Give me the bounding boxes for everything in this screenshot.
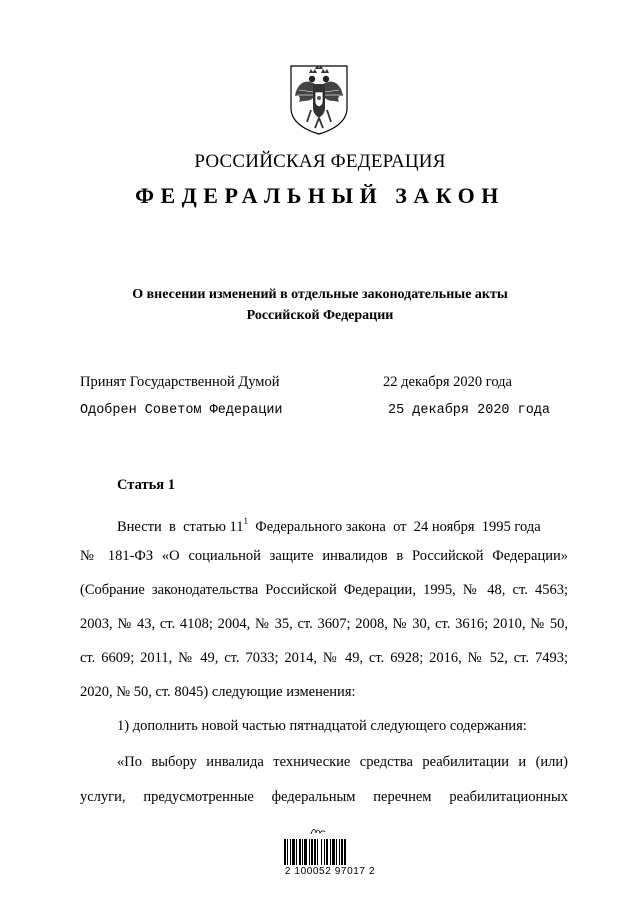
barcode-bar	[287, 839, 288, 865]
barcode-bar	[302, 839, 303, 865]
barcode	[284, 839, 370, 865]
barcode-bar	[296, 839, 297, 865]
superscript: 1	[243, 516, 248, 526]
barcode-number: 2 100052 97017 2	[284, 866, 376, 877]
barcode-bar	[311, 839, 313, 865]
article-paragraph-line: № 181-ФЗ «О социальной защите инвалидов в Российской Федерации»	[80, 548, 568, 564]
barcode-bar	[317, 839, 318, 865]
article-paragraph-line: 2020, № 50, ст. 8045) следующие изменения:	[80, 684, 356, 700]
article-paragraph-line: (Собрание законодательства Российской Федерации, 1995, № 48, ст. 4563;	[80, 582, 568, 598]
law-title-line: Российской Федерации	[246, 308, 394, 323]
barcode-bar	[339, 839, 340, 865]
barcode-bar	[344, 839, 346, 865]
adoption-label: Принят Государственной Думой	[80, 374, 280, 390]
barcode-bar	[330, 839, 331, 865]
barcode-bar	[336, 839, 337, 865]
article-heading: Статья 1	[117, 477, 175, 493]
barcode-bar	[284, 839, 286, 865]
barcode-bar	[321, 839, 322, 865]
handwritten-mark	[310, 826, 326, 838]
article-paragraph-line: 2003, № 43, ст. 4108; 2004, № 35, ст. 3607; 2008, № 30, ст. 3616; 2010, № 50,	[80, 616, 568, 632]
barcode-bar	[292, 839, 295, 865]
law-title	[60, 284, 580, 326]
barcode-bar	[341, 839, 343, 865]
article-item: 1) дополнить новой частью пятнадцатой следующего содержания:	[117, 718, 527, 734]
article-paragraph-line	[117, 511, 568, 537]
law-title-line: О внесении изменений в отдельные законодательные акты	[132, 287, 508, 302]
coat-of-arms-icon	[287, 64, 351, 136]
barcode-bar	[299, 839, 301, 865]
adoption-date: 22 декабря 2020 года	[383, 374, 512, 390]
barcode-bar	[326, 839, 328, 865]
quoted-text-line: услуги, предусмотренные федеральным перечнем реабилитационных	[80, 789, 568, 805]
adoption-date: 25 декабря 2020 года	[388, 403, 551, 418]
text-fragment: Федерального закона от 24 ноября 1995 года	[248, 519, 541, 535]
adoption-label: Одобрен Советом Федерации	[80, 403, 283, 418]
barcode-bar	[304, 839, 307, 865]
quoted-text-line: «По выбору инвалида технические средства реабилитации и (или)	[117, 754, 568, 770]
barcode-bar	[314, 839, 316, 865]
barcode-bar	[332, 839, 335, 865]
country-heading: РОССИЙСКАЯ ФЕДЕРАЦИЯ	[194, 151, 446, 172]
barcode-bar	[324, 839, 325, 865]
article-paragraph-line: ст. 6609; 2011, № 49, ст. 7033; 2014, № 49, ст. 6928; 2016, № 52, ст. 7493;	[80, 650, 568, 666]
text-fragment: Внести в статью 11	[117, 519, 244, 535]
document-type-heading: ФЕДЕРАЛЬНЫЙ ЗАКОН	[135, 183, 505, 208]
barcode-bar	[309, 839, 310, 865]
barcode-bar	[290, 839, 291, 865]
